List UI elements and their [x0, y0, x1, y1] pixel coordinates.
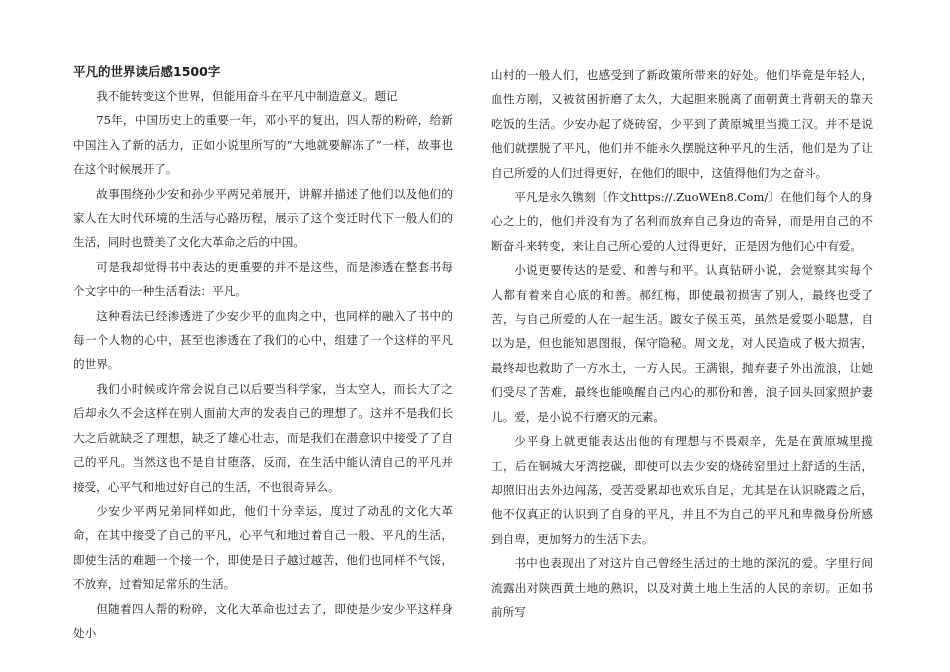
paragraph: 少安少平两兄弟同样如此，他们十分幸运，度过了动乱的文化大革命，在其中接受了自己的平凡，心平气和地过着自己一般、平凡的生活，即使生活的难题一个接一个，即使是日子越过越苦，他们也同样不气馁，不放弃，过着知足常乐的生活。: [73, 503, 453, 592]
paragraph: 故事围绕孙少安和孙少平两兄弟展开，讲解并描述了他们以及他们的家人在大时代环境的生活与心路历程，展示了这个变迁时代下一般人们的生活，同时也赞美了文化大革命之后的中国。: [73, 186, 453, 250]
paragraph-continuation: 山村的一般人们，也感受到了新政策所带来的好处。他们毕竟是年轻人，血性方刚，又被贫困折磨了太久，大起胆来脱离了面朝黄土背朝天的靠天吃饭的生活。少安办起了烧砖窑，少平到了黄原城里当揽工汉。并不是说他们就摆脱了平凡，他们并不能永久摆脱这种平凡的生活，他们是为了让自己所爱的人们过得更好，在他们的眼中，这值得他们为之奋斗。: [491, 68, 873, 180]
paragraph: 我们小时候或许常会说自己以后要当科学家，当太空人，而长大了之后却永久不会这样在别人面前大声的发表自己的理想了。这并不是我们长大之后就缺乏了理想，缺乏了雄心壮志，而是我们在潜意识中接受了了自己的平凡。当然这也不是自甘堕落，反而，在生活中能认清自己的平凡并接受，心平气和地过好自己的生活，不也很奇异么。: [73, 381, 453, 494]
right-column: [491, 63, 873, 624]
paragraph: 75年，中国历史上的重要一年，邓小平的复出，四人帮的粉碎，给新中国注入了新的活力，正如小说里所写的“大地就要解冻了”一样，故事也在这个时候展开了。: [73, 113, 453, 177]
left-column: [73, 60, 453, 645]
paragraph: 可是我却觉得书中表达的更重要的并不是这些，而是渗透在整套书每个文字中的一种生活看法：平凡。: [73, 259, 453, 299]
paragraph: 这种看法已经渗透进了少安少平的血肉之中，也同样的融入了书中的每一个人物的心中，甚至也渗透在了我们的心中，组建了一个这样的平凡的世界。: [73, 308, 453, 372]
paragraph: 少平身上就更能表达出他的有理想与不畏艰辛，先是在黄原城里揽工，后在铜城大牙湾挖碳，即使可以去少安的烧砖窑里过上舒适的生活，却照旧出去外边闯荡，受苦受累却也欢乐自足，尤其是在认识晓霞之后，他不仅真正的认识到了自身的平凡，并且不为自己的平凡和卑微身份所感到自卑，更加努力的生活下去。: [491, 434, 873, 546]
essay-title: 平凡的世界读后感1500字: [73, 64, 221, 79]
paragraph: 平凡是永久镌刻〔作文https://.ZuoWEn8.Com/〕在他们每个人的身心之上的，他们并没有为了名利而放弃自己身边的奇异，而是用自己的不断奋斗来转变，来让自己所心爱的人过得更好，正是因为他们心中有爱。: [491, 190, 873, 253]
paragraph: 书中也表现出了对这片自己曾经生活过的土地的深沉的爱。字里行间流露出对陕西黄土地的熟识，以及对黄土地上生活的人民的亲切。正如书前所写: [491, 556, 873, 619]
paragraph: 但随着四人帮的粉碎，文化大革命也过去了，即使是少安少平这样身处小: [73, 601, 453, 640]
paragraph: 小说更要传达的是爱、和善与和平。认真钻研小说，会觉察其实每个人都有着来自心底的和善。郝红梅，即使最初损害了别人，最终也受了苦，与自己所爱的人在一起生活。跛女子侯玉英，虽然是爱耍小聪慧，自以为是，但也能知恩图报，保守隐秘。周文龙，对人民造成了极大损害，最终却也救助了一方水土，一方人民。王满银，抛弃妻子外出流浪，让她们受尽了苦难，最终也能唤醒自己内心的那份和善，浪子回头回家照护妻儿。爱，是小说不行磨灭的元素。: [491, 263, 873, 424]
paragraph: 我不能转变这个世界，但能用奋斗在平凡中制造意义。题记: [96, 89, 398, 103]
